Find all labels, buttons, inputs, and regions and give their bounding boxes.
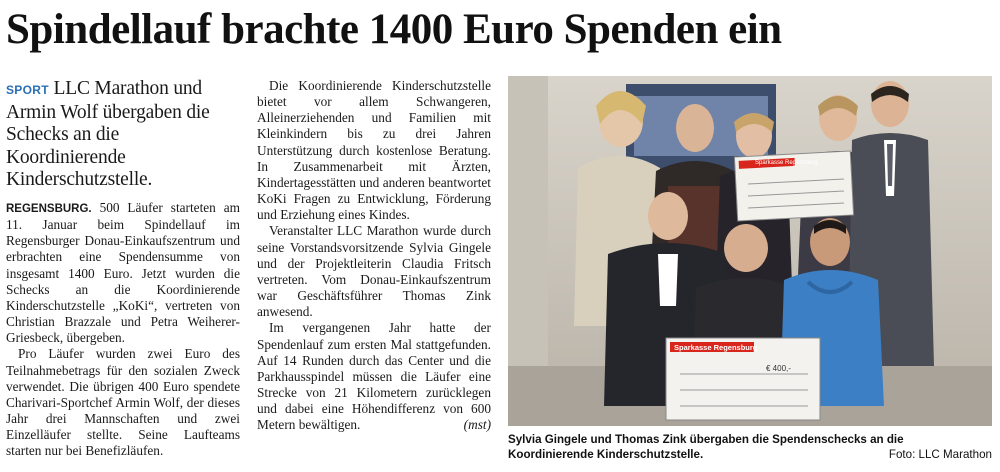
body-paragraph-1 bbox=[6, 200, 240, 346]
headline: Spindellauf brachte 1400 Euro Spenden ein bbox=[6, 6, 782, 53]
photo-illustration bbox=[508, 76, 992, 426]
body-paragraph-1-text: 500 Läufer starteten am 11. Januar beim Spindellauf im Regensburger Donau-Einkaufszentrum und erbrachten eine Spendensumme von insgesamt 1400 Euro. Jetzt wurden die Schecks an die Koordinierende Kinderschutzstelle „KoKi“, vertreten von Christian Brazzale und Petra Weiherer-Griesbeck, übergeben. bbox=[6, 199, 240, 346]
body-paragraph-2: Pro Läufer wurden zwei Euro des Teilnahmebetrags für den sozialen Zweck verwendet. Die übrigen 400 Euro spendete Charivari-Sportchef Armin Wolf, der dieses Jahr drei Mannschaften und zwei Einzelläufer stellte. Seine Laufteams starten nur bei Benefizläufen. bbox=[6, 346, 240, 459]
cheque-upper-bank: Sparkasse Regensburg bbox=[755, 160, 818, 166]
dateline: REGENSBURG. bbox=[6, 202, 92, 215]
article-column-1 bbox=[6, 78, 240, 459]
body-paragraph-5 bbox=[257, 320, 491, 433]
cheque-lower-amount: € 400,- bbox=[766, 364, 791, 373]
lead-paragraph bbox=[6, 78, 240, 192]
section-kicker: SPORT bbox=[6, 83, 49, 97]
lead-text: LLC Marathon und Armin Wolf übergaben die Schecks an die Koordinierende Kinderschutzstelle. bbox=[6, 78, 210, 191]
body-paragraph-5-text: Im vergangenen Jahr hatte der Spendenlauf zum ersten Mal stattgefunden. Auf 14 Runden durch das Center und die Parkhausspindel müssen die Läufer eine Strecke von 21 Kilometern zurücklegen und dabei eine Höhendifferenz von 600 Metern bewältigen. bbox=[257, 320, 491, 433]
body-paragraph-3: Die Koordinierende Kinderschutzstelle bietet vor allem Schwangeren, Alleinerziehenden und Familien mit Kleinkindern bis zu drei Jahren Unterstützung durch kostenlose Beratung. In Zusammenarbeit mit Ärzten, Kindertagesstätten und anderen beantwortet KoKi Fragen zu Entwicklung, Förderung und Erziehung eines Kindes. bbox=[257, 78, 491, 223]
body-paragraph-4: Veranstalter LLC Marathon wurde durch seine Vorstandsvorsitzende Sylvia Gingele und der Projektleiterin Claudia Fritsch vertreten. Vom Donau-Einkaufszentrum war Geschäftsführer Thomas Zink anwesend. bbox=[257, 223, 491, 320]
article-column-2 bbox=[257, 78, 491, 433]
photo-credit: Foto: LLC Marathon bbox=[888, 448, 992, 461]
news-photo bbox=[508, 76, 992, 426]
author-tag: (mst) bbox=[463, 417, 491, 433]
cheque-lower-bank: Sparkasse Regensburg bbox=[674, 343, 758, 352]
photo-caption: Sylvia Gingele und Thomas Zink übergaben die Spendenschecks an die Koordinierende Kinderschutzstelle. bbox=[508, 433, 904, 461]
